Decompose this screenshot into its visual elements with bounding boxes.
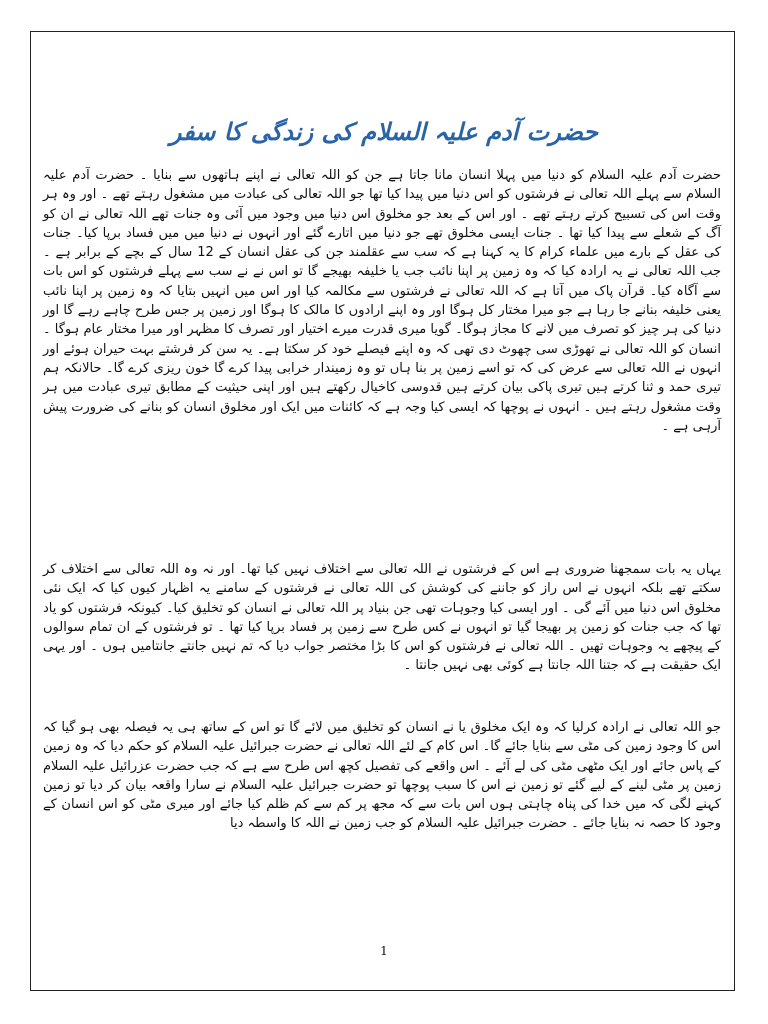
- body-paragraph-3: جو اللہ تعالی نے ارادہ کرلیا کہ وہ ایک مخلوق یا نے انسان کو تخلیق میں لائے گا تو اس کے ساتھ ہی یہ فیصلہ بھی ہو گیا کہ اس کا وجود زمین کی مٹی سے بنایا جائے گا۔ اس کام کے لئے اللہ تعالی نے حضرت جبرائیل علیہ السلام کو حکم دیا کہ وہ زمین کے پاس جائے اور ایک مٹھی مٹی کی لے آئے ۔ اس واقعے کی تفصیل کچھ اس طرح سے ہے کہ جب حضرت عزرائیل علیہ السلام زمین پر مٹی لینے کے لیے گئے تو زمین نے اس کا سبب پوچھا تو حضرت جبرائیل علیہ السلام نے سارا واقعہ بیان کر دیا تو زمین کہنے لگی کہ میں خدا کی پناہ چاہتی ہوں اس بات سے کہ مجھ پر کم سے کم ظلم کیا جائے اور میری مٹی کو اس انسان کے وجود کا حصہ نہ بنایا جائے ۔ حضرت جبرائیل علیہ السلام کو جب زمین نے اللہ کا واسطہ دیا: [43, 720, 721, 832]
- body-paragraph-2: یہاں یہ بات سمجھنا ضروری ہے اس کے فرشتوں نے اللہ تعالی سے اختلاف نہیں کیا تھا۔ اور نہ وہ اللہ تعالی سے اختلاف کر سکتے تھے بلکہ انہوں نے اس راز کو جاننے کی کوشش کی اللہ تعالی نے فرشتوں کے سامنے یہ اظہار کیوں کیا کہ ایک نئی مخلوق اس دنیا میں آئے گی ۔ اور ایسی کیا وجوہات تھی جن بنیاد پر اللہ تعالی نے انسان کو تخلیق کیا۔ کیونکہ فرشتوں کو یاد تھا کہ جب جنات کو زمین پر بھیجا گیا تو انہوں نے کس طرح سے زمین پر فساد برپا کیا تھا ۔ تو فرشتوں کے ان تمام سوالوں کے پیچھے یہ وجوہات تھیں ۔ اللہ تعالی نے فرشتوں کو اس کا بڑا مختصر جواب دیا کہ تم نہیں جانتے جانتامیں ہوں ۔ اور یہی ایک حقیقت ہے کہ جتنا اللہ جانتا ہے کوئی بھی نہیں جانتا ۔: [43, 562, 721, 674]
- body-paragraph-1: حضرت آدم علیہ السلام کو دنیا میں پہلا انسان مانا جاتا ہے جن کو اللہ تعالی نے اپنے ہاتھوں سے بنایا ۔ حضرت آدم علیہ السلام سے پہلے اللہ تعالی نے فرشتوں کو اس دنیا میں پیدا کیا تھا جو اللہ تعالی کی عبادت میں مشغول رہتے تھے ۔ اور وہ ہر وقت اس کی تسبیح کرتے رہتے تھے ۔ اور اس کے بعد جو مخلوق اس دنیا میں وجود میں آئی وہ جنات تھے اللہ تعالی نے ان کو آگ کے شعلے سے پیدا کیا تھا ۔ جنات ایسی مخلوق تھے جو دنیا میں اتارے گئے اور انہوں نے دنیا میں میں فساد برپا کیا۔ جنات کی عقل کے بارے میں علماء کرام کا یہ کہنا ہے کہ سب سے عقلمند جن کی عقل انسان کے 12 سال کے بچے کے برابر ہے ۔ جب اللہ تعالی نے یہ ارادہ کیا کہ وہ زمین پر اپنا نائب جب یا خلیفہ بھیجے گا تو اس نے نے سب سے پہلے فرشتوں کو اس بات سے آگاہ کیا۔ قرآن پاک میں آتا ہے کہ اللہ تعالی نے فرشتوں سے مکالمہ کیا اور اس میں انہیں بتایا کہ وہ زمین پر اپنا نائب یعنی خلیفہ بنانے جا رہا ہے جو میرا مختار کل ہوگا اور وہ اپنے ارادوں کا مالک کا ہوگا اور زمین پر جس طرح چاہے رہے گا اور دنیا کی ہر چیز کو تصرف میں لانے کا مجاز ہوگا۔ گویا میری قدرت میرے اختیار اور تصرف کا مظہر اور میرا مختار عام ہوگا ۔ انسان کو اللہ تعالی نے تھوڑی سی چھوٹ دی تھی کہ وہ اپنے فیصلے خود کر سکتا ہے۔ یہ سن کر فرشتے بہت حیران ہوئے اور انہوں نے اللہ تعالی سے عرض کی کہ تو اسے زمین پر بنا ہاں تو وہ زمیندار خرابی پیدا کرے گا خون ریزی کرے گا۔ حالانکہ ہم تیری حمد و ثنا کرتے ہیں تیری پاکی بیان کرتے ہیں قدوسی کاخیال رکھتے ہیں اور اپنی حیثیت کے مطابق تیری عبادت میں ہر وقت مشغول رہتے ہیں ۔ انہوں نے پوچھا کہ ایسی کیا وجہ ہے کہ کائنات میں ایک اور مخلوق انسان کو بنانے کی ضرورت پیش آرہی ہے ۔: [43, 168, 721, 434]
- page-number: 1: [380, 944, 388, 958]
- page-title: حضرت آدم علیہ السلام کی زندگی کا سفر: [169, 117, 599, 146]
